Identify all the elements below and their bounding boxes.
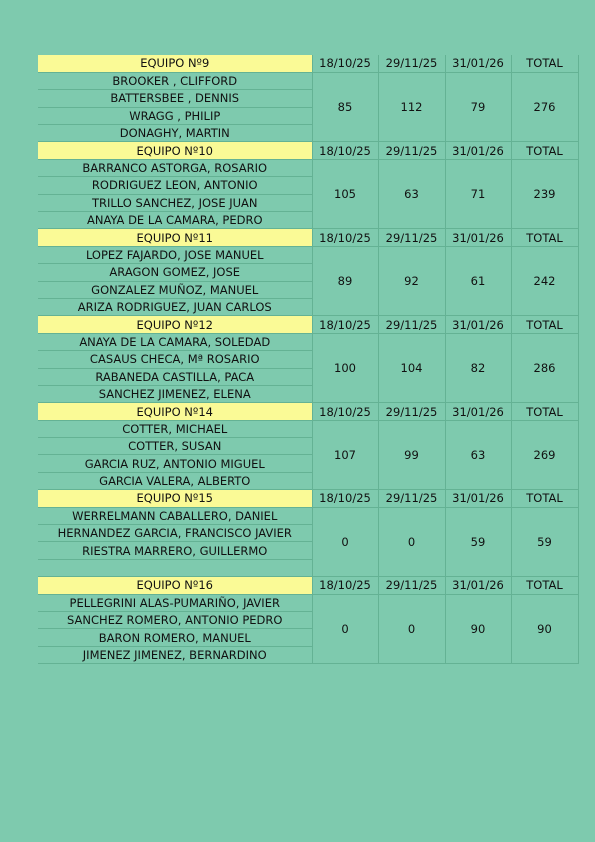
total-header: TOTAL <box>511 316 578 333</box>
round-score: 63 <box>445 420 511 490</box>
round-date-header: 18/10/25 <box>312 577 378 594</box>
total-header: TOTAL <box>511 142 578 159</box>
round-date-header: 31/01/26 <box>445 577 511 594</box>
player-name: GARCIA RUZ, ANTONIO MIGUEL <box>38 455 312 472</box>
round-score: 0 <box>312 594 378 664</box>
round-score: 85 <box>312 72 378 142</box>
player-name: CASAUS CHECA, Mª ROSARIO <box>38 351 312 368</box>
team-header-row <box>38 316 578 333</box>
round-score: 0 <box>312 507 378 577</box>
team-header-row <box>38 229 578 246</box>
player-name: GARCIA VALERA, ALBERTO <box>38 472 312 489</box>
round-date-header: 18/10/25 <box>312 490 378 507</box>
team-scores-table <box>38 55 579 664</box>
player-name: BARRANCO ASTORGA, ROSARIO <box>38 159 312 176</box>
round-score: 59 <box>445 507 511 577</box>
round-score: 71 <box>445 159 511 229</box>
round-score: 92 <box>378 246 445 316</box>
round-score: 79 <box>445 72 511 142</box>
player-name: BROOKER , CLIFFORD <box>38 72 312 89</box>
round-date-header: 29/11/25 <box>378 55 445 72</box>
round-score: 61 <box>445 246 511 316</box>
round-date-header: 29/11/25 <box>378 403 445 420</box>
round-score: 112 <box>378 72 445 142</box>
player-name: ARIZA RODRIGUEZ, JUAN CARLOS <box>38 298 312 315</box>
player-name: GONZALEZ MUÑOZ, MANUEL <box>38 281 312 298</box>
round-score: 82 <box>445 333 511 403</box>
total-header: TOTAL <box>511 577 578 594</box>
team-total-score: 90 <box>511 594 578 664</box>
member-row <box>38 420 578 437</box>
round-score: 90 <box>445 594 511 664</box>
player-name: WERRELMANN CABALLERO, DANIEL <box>38 507 312 524</box>
round-date-header: 18/10/25 <box>312 55 378 72</box>
team-header-row <box>38 403 578 420</box>
round-date-header: 29/11/25 <box>378 577 445 594</box>
team-total-score: 269 <box>511 420 578 490</box>
team-name: EQUIPO Nº10 <box>38 142 312 159</box>
player-name: JIMENEZ JIMENEZ, BERNARDINO <box>38 646 312 663</box>
team-name: EQUIPO Nº16 <box>38 577 312 594</box>
round-date-header: 29/11/25 <box>378 229 445 246</box>
player-name: RABANEDA CASTILLA, PACA <box>38 368 312 385</box>
team-name: EQUIPO Nº15 <box>38 490 312 507</box>
round-date-header: 18/10/25 <box>312 403 378 420</box>
player-name: BATTERSBEE , DENNIS <box>38 90 312 107</box>
member-row <box>38 507 578 524</box>
player-name: SANCHEZ ROMERO, ANTONIO PEDRO <box>38 612 312 629</box>
team-name: EQUIPO Nº11 <box>38 229 312 246</box>
team-header-row <box>38 142 578 159</box>
player-name: ANAYA DE LA CAMARA, SOLEDAD <box>38 333 312 350</box>
team-name: EQUIPO Nº9 <box>38 55 312 72</box>
round-score: 63 <box>378 159 445 229</box>
round-score: 105 <box>312 159 378 229</box>
player-name: COTTER, SUSAN <box>38 438 312 455</box>
round-date-header: 31/01/26 <box>445 229 511 246</box>
team-total-score: 59 <box>511 507 578 577</box>
round-date-header: 29/11/25 <box>378 490 445 507</box>
member-row <box>38 159 578 176</box>
round-score: 0 <box>378 594 445 664</box>
team-name: EQUIPO Nº14 <box>38 403 312 420</box>
member-row <box>38 72 578 89</box>
total-header: TOTAL <box>511 55 578 72</box>
player-name: COTTER, MICHAEL <box>38 420 312 437</box>
round-date-header: 29/11/25 <box>378 316 445 333</box>
player-name: PELLEGRINI ALAS-PUMARIÑO, JAVIER <box>38 594 312 611</box>
total-header: TOTAL <box>511 490 578 507</box>
player-name: SANCHEZ JIMENEZ, ELENA <box>38 385 312 402</box>
team-header-row <box>38 577 578 594</box>
player-name: RODRIGUEZ LEON, ANTONIO <box>38 177 312 194</box>
member-row <box>38 333 578 350</box>
team-scores-body <box>38 55 578 664</box>
team-total-score: 239 <box>511 159 578 229</box>
round-score: 107 <box>312 420 378 490</box>
round-date-header: 31/01/26 <box>445 55 511 72</box>
round-score: 89 <box>312 246 378 316</box>
total-header: TOTAL <box>511 403 578 420</box>
round-date-header: 31/01/26 <box>445 316 511 333</box>
round-date-header: 18/10/25 <box>312 229 378 246</box>
player-name: WRAGG , PHILIP <box>38 107 312 124</box>
member-row <box>38 594 578 611</box>
player-name: BARON ROMERO, MANUEL <box>38 629 312 646</box>
total-header: TOTAL <box>511 229 578 246</box>
player-name: ANAYA DE LA CAMARA, PEDRO <box>38 212 312 229</box>
team-header-row <box>38 490 578 507</box>
player-name <box>38 559 312 576</box>
round-date-header: 31/01/26 <box>445 403 511 420</box>
round-date-header: 29/11/25 <box>378 142 445 159</box>
team-total-score: 286 <box>511 333 578 403</box>
team-total-score: 276 <box>511 72 578 142</box>
member-row <box>38 246 578 263</box>
team-header-row <box>38 55 578 72</box>
round-date-header: 31/01/26 <box>445 490 511 507</box>
team-total-score: 242 <box>511 246 578 316</box>
player-name: DONAGHY, MARTIN <box>38 125 312 142</box>
round-score: 0 <box>378 507 445 577</box>
round-score: 99 <box>378 420 445 490</box>
round-score: 104 <box>378 333 445 403</box>
player-name: LOPEZ FAJARDO, JOSE MANUEL <box>38 246 312 263</box>
player-name: HERNANDEZ GARCIA, FRANCISCO JAVIER <box>38 525 312 542</box>
round-date-header: 18/10/25 <box>312 316 378 333</box>
round-score: 100 <box>312 333 378 403</box>
player-name: ARAGON GOMEZ, JOSE <box>38 264 312 281</box>
round-date-header: 31/01/26 <box>445 142 511 159</box>
round-date-header: 18/10/25 <box>312 142 378 159</box>
team-name: EQUIPO Nº12 <box>38 316 312 333</box>
player-name: RIESTRA MARRERO, GUILLERMO <box>38 542 312 559</box>
player-name: TRILLO SANCHEZ, JOSE JUAN <box>38 194 312 211</box>
